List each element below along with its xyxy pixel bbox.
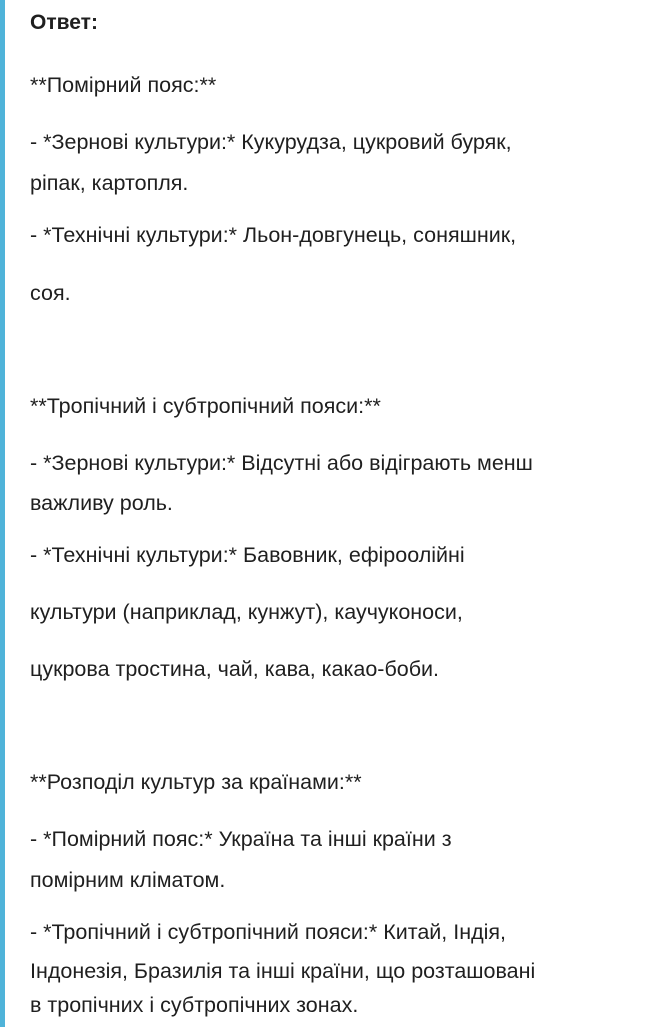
section-heading-temperate: **Помірний пояс:**	[30, 73, 217, 97]
section-heading-tropical: **Тропічний і субтропічний пояси:**	[30, 394, 381, 418]
answer-line: соя.	[30, 281, 71, 305]
left-accent-bar	[0, 0, 5, 1027]
answer-line: - *Помірний пояс:* Україна та інші країни з	[30, 827, 452, 851]
answer-line: в тропічних і субтропічних зонах.	[30, 993, 359, 1017]
answer-line: - *Зернові культури:* Відсутні або відіграють менш	[30, 451, 533, 475]
answer-line: - *Зернові культури:* Кукурудза, цукровий буряк,	[30, 130, 512, 154]
section-heading-countries: **Розподіл культур за країнами:**	[30, 770, 362, 794]
answer-line: помірним кліматом.	[30, 868, 226, 892]
answer-heading: Ответ:	[30, 11, 98, 34]
answer-line: - *Технічні культури:* Льон-довгунець, соняшник,	[30, 223, 517, 247]
answer-line: важливу роль.	[30, 491, 173, 515]
answer-line: - *Технічні культури:* Бавовник, ефіроолійні	[30, 543, 465, 567]
answer-line: ріпак, картопля.	[30, 171, 189, 195]
answer-line: - *Тропічний і субтропічний пояси:* Китай, Індія,	[30, 920, 507, 944]
answer-line: цукрова тростина, чай, кава, какао-боби.	[30, 657, 440, 681]
answer-line: Індонезія, Бразилія та інші країни, що розташовані	[30, 959, 536, 983]
answer-line: культури (наприклад, кунжут), каучуконоси,	[30, 600, 463, 624]
